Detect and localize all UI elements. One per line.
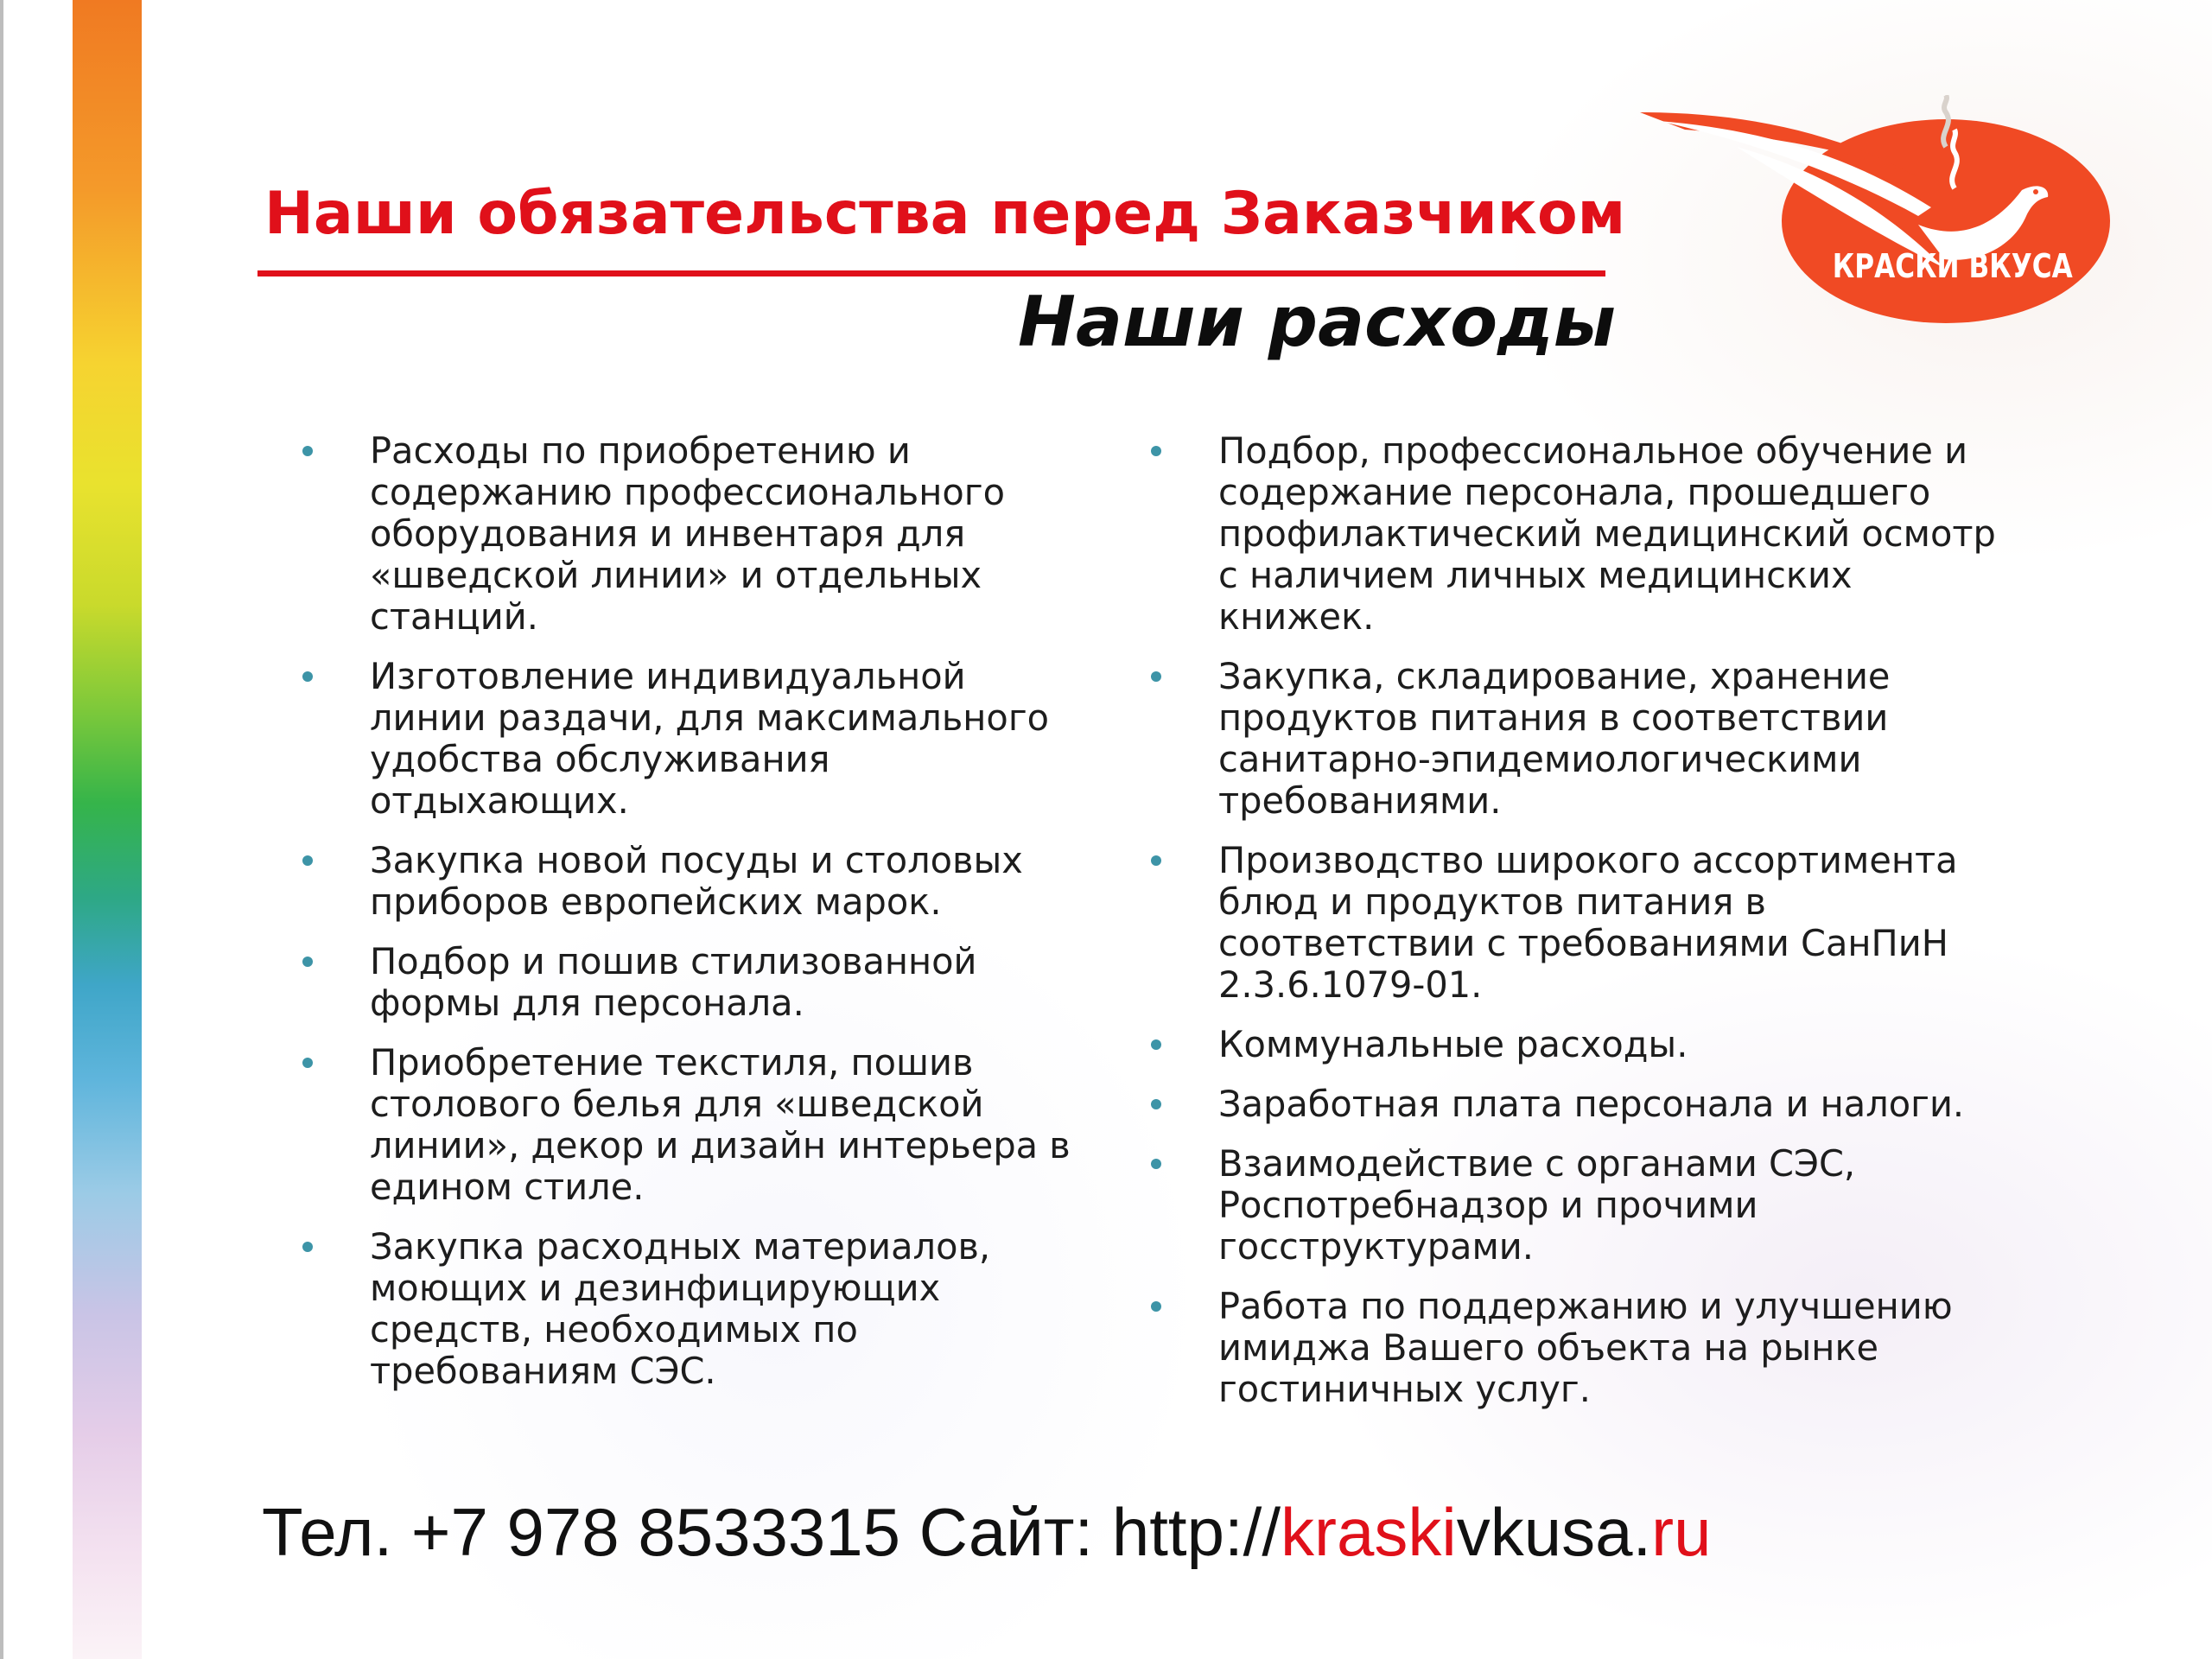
list-item: [302, 430, 1080, 638]
bullet-dot-icon: [302, 1242, 313, 1252]
footer-site-part-2[interactable]: vkusa.: [1456, 1494, 1652, 1570]
logo-text: КРАСКИ ВКУСА: [1832, 247, 2073, 285]
rainbow-stripe: [73, 0, 142, 1659]
left-border: [0, 0, 3, 1659]
list-item: [302, 656, 1080, 822]
bullet-dot-icon: [302, 1058, 313, 1068]
bullet-dot-icon: [1151, 446, 1161, 456]
list-item-text: Заработная плата персонала и налоги.: [1218, 1083, 1965, 1125]
list-item-text: Подбор и пошив стилизованной формы для персонала.: [370, 940, 977, 1024]
bullet-dot-icon: [1151, 1159, 1161, 1169]
bullet-dot-icon: [302, 855, 313, 866]
list-item: [1151, 656, 2024, 822]
bullet-dot-icon: [302, 957, 313, 967]
bird-with-steam-logo: [1633, 95, 2117, 346]
list-item: [302, 1226, 1080, 1392]
list-item: [1151, 1084, 2024, 1125]
contact-footer: [262, 1493, 1711, 1572]
right-bullet-list: [1151, 430, 2024, 1428]
list-item: [1151, 840, 2024, 1006]
bullet-dot-icon: [1151, 855, 1161, 866]
list-item: [302, 840, 1080, 923]
bullet-dot-icon: [302, 446, 313, 456]
bullet-dot-icon: [1151, 671, 1161, 682]
list-item-text: Приобретение текстиля, пошив столового белья для «шведской линии», декор и дизайн интерьера в едином стиле.: [370, 1041, 1071, 1208]
slide-subtitle: Наши расходы: [1018, 282, 1616, 362]
bullet-dot-icon: [1151, 1039, 1161, 1050]
list-item-text: Коммунальные расходы.: [1218, 1023, 1688, 1065]
list-item-text: Производство широкого ассортимента блюд и продуктов питания в соответствии с требованиями СанПиН 2.3.6.1079-01.: [1218, 839, 1958, 1006]
list-item-text: Работа по поддержанию и улучшению имиджа Вашего объекта на рынке гостиничных услуг.: [1218, 1285, 1953, 1410]
bullet-dot-icon: [1151, 1301, 1161, 1312]
list-item-text: Закупка расходных материалов, моющих и дезинфицирующих средств, необходимых по требованиям СЭС.: [370, 1225, 991, 1392]
list-item-text: Закупка новой посуды и столовых приборов европейских марок.: [370, 839, 1023, 923]
list-item: [302, 941, 1080, 1024]
list-item: [302, 1042, 1080, 1208]
title-underline: [257, 270, 1605, 276]
list-item-text: Подбор, профессиональное обучение и содержание персонала, прошедшего профилактический медицинский осмотр с наличием личных медицинских книжек.: [1218, 429, 1996, 638]
footer-site-part-1[interactable]: kraski: [1281, 1494, 1457, 1570]
bullet-dot-icon: [1151, 1099, 1161, 1109]
slide-title: Наши обязательства перед Заказчиком: [264, 180, 1626, 248]
list-item-text: Расходы по приобретению и содержанию профессионального оборудования и инвентаря для «шведской линии» и отдельных станций.: [370, 429, 1005, 638]
list-item-text: Изготовление индивидуальной линии раздачи, для максимального удобства обслуживания отдыхающих.: [370, 655, 1050, 822]
list-item: [1151, 1143, 2024, 1268]
bullet-dot-icon: [302, 671, 313, 682]
list-item-text: Взаимодействие с органами СЭС, Роспотребнадзор и прочими госструктурами.: [1218, 1142, 1856, 1268]
list-item: [1151, 1286, 2024, 1410]
list-item: [1151, 1024, 2024, 1065]
left-bullet-list: [302, 430, 1080, 1410]
list-item: [1151, 430, 2024, 638]
list-item-text: Закупка, складирование, хранение продуктов питания в соответствии санитарно-эпидемиологическими требованиями.: [1218, 655, 1891, 822]
footer-phone-text: Тел. +7 978 8533315 Сайт: http://: [262, 1494, 1281, 1570]
footer-site-part-3[interactable]: ru: [1651, 1494, 1712, 1570]
